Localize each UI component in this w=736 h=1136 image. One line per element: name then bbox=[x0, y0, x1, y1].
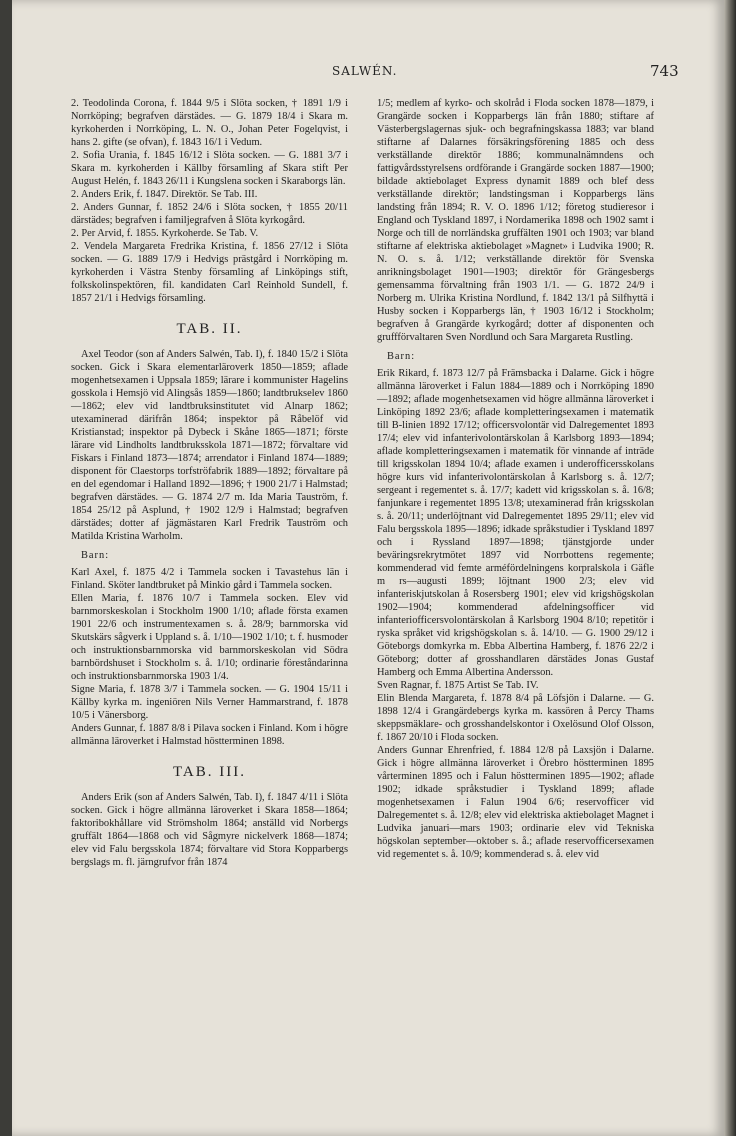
page-number: 743 bbox=[650, 62, 679, 80]
tab-ii-biography: Axel Teodor (son af Anders Salwén, Tab. I), f. 1840 15/2 i Slöta socken. Gick i Skara elementarläroverk 1850—1859; aflade mogenhetsexamen i Uppsala 1859; lärare i kommunister Hagelins gosskola i Hemsjö vid Alingsås 1859—1860; landtbrukselev 1860—1862; elev vid landtbruksinstitutet vid Alnarp 1862; utexaminerad därifrån 1864; inspektor på Råbelöf vid Kristianstad; inspektor på Dybeck i Skåne 1865—1871; förste lärare vid Lindholts landtbruksskola 1871—1872; förvaltare vid Fiskars i Finland 1873—1874; arrendator i Finland 1874—1889; disponent för Claestorps torfströfabrik 1889—1892; förvaltare på en del egendomar i Halland 1892—1896; † 1900 21/7 i Halmstad; begrafven därstädes. — G. 1874 2/7 m. Ida Maria Tauström, f. 1854 25/12 på Asplund, † 1902 12/9 i Halmstad; begrafven därstädes; dotter af jägmästaren Karl Fredrik Tauström och Matilda Kristina Warholm. bbox=[71, 349, 348, 542]
book-spine-edge bbox=[724, 0, 736, 1136]
right-column bbox=[377, 97, 654, 861]
tab-ii-children: Karl Axel, f. 1875 4/2 i Tammela socken i Tavastehus län i Finland. Sköter landtbruket på Minkio gård i Tammela socken. Ellen Maria, f. 1876 10/7 i Tammela socken. Elev vid barnmorskeskolan i Stockholm 1900 1/10; aflade första examen 1901 22/6 och instrumentexamen s. å. 28/9; barnmorska vid Skutskärs sågverk i Uppland s. å. 1/10—1902 1/10; t. f. husmoder och instruktionsbarnmorska vid barnmorskeskolan vid Södra barnbördshuset i Stockholm s. å. 1/10; ordinarie föreståndarinna och instruktionsbarnmorska 1903 1/4. Signe Maria, f. 1878 3/7 i Tammela socken. — G. 1904 15/11 i Källby kyrka m. ingeniören Nils Verner Hammarstrand, f. 1878 10/5 i Vänersborg. Anders Gunnar, f. 1887 8/8 i Pilava socken i Finland. Kom i högre allmänna läroverket i Halmstad höstterminen 1898. bbox=[71, 567, 348, 747]
children-label: Barn: bbox=[387, 351, 416, 362]
tab-iii-children: Erik Rikard, f. 1873 12/7 på Främsbacka i Dalarne. Gick i högre allmänna läroverket i Falun 1884—1889 och i Norrköping 1890—1892; aflade mogenhetsexamen vid högre allmänna läroverket i Linköping 1892 23/6; aflade kompletteringsexamen i matematik till B-linien 1892 17/12; officersvolontär vid Dalregementet 1893 17/4; elev vid infanterivolontärskolan å Karlsborg 1893—1894; aflade kompletteringsexamen i matematik för vinnande af inträde till krigsskolan 1894 10/4; aflade examen i underofficersskolans högre kurs vid infanterivolontärskolan å Karlsborg s. å. 12/7; sergeant i regementet s. å. 17/7; kadett vid krigsskolan s. å. 16/8; fanjunkare i regementet 1895 13/8; utexaminerad från krigsskolan s. å. 20/11; underlöjtnant vid Dalregementet 1895 29/11; elev vid Falu bergsskola 1895—1896; idkade språkstudier i Tyskland 1897 och i Ryssland 1897—1898; tjänstgjorde under beväringsrekrytmötet 1897 vid Norrbottens regemente; kommenderad vid femte arméfördelningens korpralskola i Gäfle m rs—augusti 1899; löjtnant 1900 2/3; elev vid infanteriskjutskolan å Rosersberg 1901; elev vid krigshögskolan 1902—1904; kommenderad afdelningsofficer vid infanteriofficersvolontärskolan å Karlsborg 1904 8/10; repetitör i ryska språket vid krigshögskolan s. å. 14/10. — G. 1900 29/12 i Göteborgs domkyrka m. Ebba Albertina Hamberg, f. 1876 22/2 i Göteborg; dotter af grosshandlaren därstädes Jonas Gustaf Hamberg och Emma Albertina Andersson. Sven Ragnar, f. 1875 Artist Se Tab. IV. Elin Blenda Margareta, f. 1878 8/4 på Löfsjön i Dalarne. — G. 1898 12/4 i Grangärdebergs kyrka m. kassören å Percy Thams skeppsmäklare- och grosshandelskontor i Oxelösund Olof Olsson, f. 1867 20/10 i Floda socken. Anders Gunnar Ehrenfried, f. 1884 12/8 på Laxsjön i Dalarne. Gick i högre allmänna läroverket i Örebro höstterminen 1895 vårterminen 1895 och i Falun höstterminen 1895—1902; aflade 1902; idkade språkstudier i Tyskland 1899; aflade mogenhetsexamen i Falun 1904 6/6; reservofficer vid Dalregementet s. å. 12/8; elev vid elektriska aktiebolaget Magnet i Ludvika januari—mars 1903; ordinarie elev vid Tekniska högskolan september—oktober s. å.; aflade reservofficersexamen vid regementet s. å. 10/9; kommenderad s. å. elev vid bbox=[377, 368, 654, 860]
left-column bbox=[71, 97, 348, 869]
children-label: Barn: bbox=[81, 550, 110, 561]
family-entries: 2. Teodolinda Corona, f. 1844 9/5 i Slöta socken, † 1891 1/9 i Norrköping; begrafven därstädes. — G. 1879 18/4 i Skara m. kyrkoherden i Norrköping, L. N. O., Johan Peter Fogelqvist, i hans 2. gifte (se ofvan), f. 1843 16/1 i Vedum. 2. Sofia Urania, f. 1845 16/12 i Slöta socken. — G. 1881 3/7 i Skara m. kyrkoherden i Källby församling af Skara stift Per August Helén, f. 1843 26/11 i Kungslena socken i Skaraborgs län. 2. Anders Erik, f. 1847. Direktör. Se Tab. III. 2. Anders Gunnar, f. 1852 24/6 i Slöta socken, † 1855 20/11 därstädes; begrafven i familjegrafven å Slöta kyrkogård. 2. Per Arvid, f. 1855. Kyrkoherde. Se Tab. V. 2. Vendela Margareta Fredrika Kristina, f. 1856 27/12 i Slöta socken. — G. 1889 17/9 i Hedvigs prästgård i Norrköping m. kyrkoherden i Västra Stenby församling af Linköpings stift, folkskolinspektören, fil. kandidaten Carl Reinhold Sundell, f. 1857 21/1 i Hedvigs församling. bbox=[71, 98, 348, 304]
tab-iii-biography: Anders Erik (son af Anders Salwén, Tab. I), f. 1847 4/11 i Slöta socken. Gick i högre allmänna läroverket i Skara 1858—1864; faktoribokhållare vid Strömsholm 1864; anställd vid Norbergs gruffält 1864—1868 och vid Sågmyre nickelverk 1868—1874; elev vid Falu bergsskola 1874; förvaltare vid Stora Kopparbergs bergslags m. fl. järngrufvor från 1874 bbox=[71, 792, 348, 868]
tab-ii-heading: TAB. II. bbox=[176, 321, 243, 337]
running-head: SALWÉN. bbox=[332, 64, 398, 78]
tab-iii-heading: TAB. III. bbox=[172, 764, 247, 780]
book-page bbox=[12, 0, 724, 1136]
tab-iii-biography-continued: 1/5; medlem af kyrko- och skolråd i Floda socken 1878—1879, i Grangärde socken i Kopparbergs län från 1880; stiftare af Västerbergslagernas sjuk- och begrafningskassa 1883; var bland stiftarne af Dalarnes försäkringsförening 1885 och dess verkställande direktör 1886; kommunalnämndens och fattigvårdsstyrelsens ordförande i Grangärde socken 1887—1900; bildade aktiebolaget Express dynamit 1889 och blef dess verkställande direktör; landstingsman i Kopparbergs läns landsting från 1894; R. V. O. 1896 1/12; företog studieresor i England och Tyskland 1897, i Nordamerika 1898 och 1902 samt i Norge och till de norrländska gruffälten 1901 och 1903; var bland stiftarne af elektriska aktiebolaget »Magnet» i Ludvika 1900; R. N. O. s. å. 1/12; verkställande direktör för Svenska anrikningsbolaget 1901—1903; direktör för Grängesbergs gemensamma förvaltning från 1903 1/1. — G. 1872 24/9 i Norberg m. Ulrika Kristina Nordlund, f. 1842 13/1 på Silfhyttä i Husby socken i Kopparbergs län, † 1903 16/12 i Stockholm; begrafven å Grangärde kyrkogård; dotter af disponenten och gruffförvaltaren Sven Nordlund och Sara Margareta Rustling. bbox=[377, 98, 654, 343]
